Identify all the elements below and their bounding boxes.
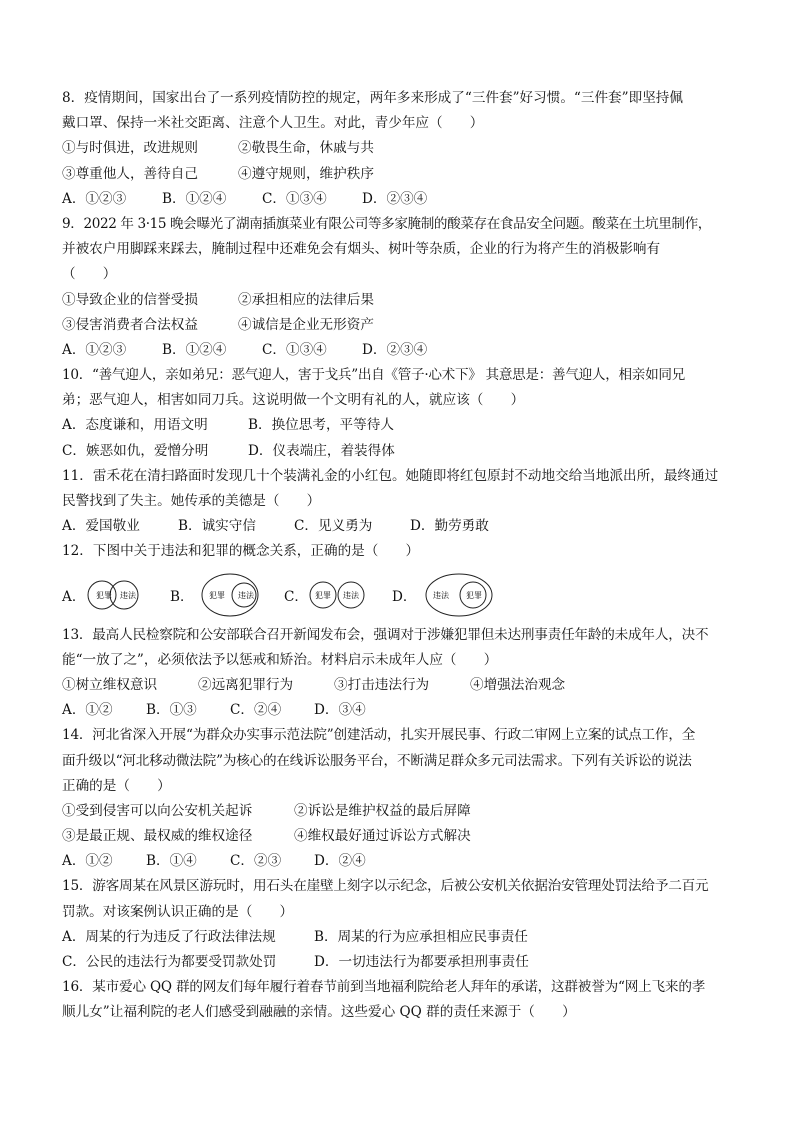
q13-stem-line1: 13．最高人民检察院和公安部联合召开新闻发布会，强调对于涉嫌犯罪但未达刑事责任年龄的未成年人，决不 xyxy=(62,626,709,643)
q13-stem-line2: 能“一放了之”，必须依法予以惩戒和矫治。材料启示未成年人应（ ） xyxy=(62,651,498,668)
q8-statement-3: ③尊重他人，善待自己 xyxy=(62,165,198,182)
q12-diagram-d-icon xyxy=(421,571,497,619)
q15-option-d: D．一切违法行为都要承担刑事责任 xyxy=(314,954,529,970)
q11-option-a: A．爱国敬业 xyxy=(62,518,140,535)
q14-options xyxy=(62,849,752,874)
q12-d-crime-text: 犯罪 xyxy=(465,590,482,600)
q8-options xyxy=(62,187,752,212)
q14-stem-line2: 面升级以“河北移动微法院”为核心的在线诉讼服务平台，不断满足群众多元司法需求。下列有关诉讼的说法 xyxy=(62,752,692,769)
q8-statement-4: ④遵守规则，维护秩序 xyxy=(238,165,374,182)
q13-option-d: D．③④ xyxy=(314,702,366,719)
q14-statements-row1 xyxy=(62,799,752,824)
q12-a-crime-text: 犯罪 xyxy=(96,590,113,600)
q15-options-row1 xyxy=(62,925,752,950)
q12-option-d xyxy=(392,571,497,619)
q9-statement-3: ③侵害消费者合法权益 xyxy=(62,316,198,333)
q9-option-c: C．①③④ xyxy=(262,341,327,358)
q10-options-row1 xyxy=(62,413,752,438)
q12-option-c-label: C． xyxy=(284,588,308,605)
q12-option-b-label: B． xyxy=(170,588,194,605)
q8-option-b: B．①②④ xyxy=(162,190,227,207)
q12-option-b xyxy=(170,571,284,619)
q14-option-b: B．①④ xyxy=(146,853,197,870)
q15-option-a: A．周某的行为违反了行政法律法规 xyxy=(62,928,276,945)
q9-option-a: A．①②③ xyxy=(62,341,127,358)
q14-statement-2: ②诉讼是维护权益的最后屏障 xyxy=(294,802,471,819)
q8-stem-line2: 戴口罩、保持一米社交距离、注意个人卫生。对此，青少年应（ ） xyxy=(62,115,484,132)
q9-statement-1: ①导致企业的信誉受损 xyxy=(62,291,198,308)
q12-option-d-label: D． xyxy=(392,588,417,605)
q12-diagram-a-icon xyxy=(85,578,143,612)
q13-statement-1: ①树立维权意识 xyxy=(62,676,158,693)
q9-option-b: B．①②④ xyxy=(162,341,227,358)
q16-stem-line1: 16．某市爱心 QQ 群的网友们每年履行着春节前到当地福利院给老人拜年的承诺，这群被誉为“网上飞来的孝 xyxy=(62,979,706,996)
q12-a-illegal-text: 违法 xyxy=(120,590,137,600)
q9-stem-line1: 9．2022 年 3·15 晚会曝光了湖南插旗菜业有限公司等多家腌制的酸菜存在食品安全问题。酸菜在土坑里制作， xyxy=(62,215,712,232)
q11-option-b: B．诚实守信 xyxy=(178,518,256,535)
q13-statements xyxy=(62,673,752,698)
q15-stem-line1: 15．游客周某在风景区游玩时，用石头在崖壁上刻字以示纪念，后被公安机关依据治安管理处罚法给予二百元 xyxy=(62,878,709,895)
q15-options-row2 xyxy=(62,950,752,975)
q15-option-b: B．周某的行为应承担相应民事责任 xyxy=(314,928,528,945)
q10-option-c: C．嫉恶如仇，爱憎分明 xyxy=(62,442,209,459)
q14-statement-4: ④维权最好通过诉讼方式解决 xyxy=(294,828,471,845)
q12-stem: 12．下图中关于违法和犯罪的概念关系，正确的是（ ） xyxy=(62,543,420,560)
exam-page xyxy=(62,86,752,1026)
q9-stem-line3: （ ） xyxy=(62,266,117,283)
q10-option-a: A．态度谦和，用语文明 xyxy=(62,417,208,434)
q12-diagram-c-icon xyxy=(308,578,366,612)
q10-option-b: B．换位思考，平等待人 xyxy=(248,417,394,434)
q13-option-c: C．②④ xyxy=(230,702,282,719)
q12-d-illegal-text: 违法 xyxy=(432,590,449,600)
q12-diagram-options xyxy=(62,567,752,623)
q9-statement-2: ②承担相应的法律后果 xyxy=(238,291,374,308)
q10-stem-line2: 弟；恶气迎人，相害如同刀兵。这说明做一个文明有礼的人，就应该（ ） xyxy=(62,392,525,409)
q12-option-a xyxy=(62,578,170,612)
q12-b-illegal-text: 违法 xyxy=(237,590,254,600)
q14-statement-3: ③是最正规、最权威的维权途径 xyxy=(62,828,253,845)
q13-option-a: A．①② xyxy=(62,702,113,719)
q14-statement-1: ①受到侵害可以向公安机关起诉 xyxy=(62,802,253,819)
q8-option-d: D．②③④ xyxy=(362,190,428,207)
q13-option-b: B．①③ xyxy=(146,702,197,719)
q9-option-d: D．②③④ xyxy=(362,341,428,358)
q8-option-c: C．①③④ xyxy=(262,190,327,207)
q13-statement-4: ④增强法治观念 xyxy=(470,676,566,693)
q10-options-row2 xyxy=(62,439,752,464)
q12-b-crime-text: 犯罪 xyxy=(208,590,225,600)
q16-stem-line2: 顺儿女”让福利院的老人们感受到融融的亲情。这些爱心 QQ 群的责任来源于（ ） xyxy=(62,1004,576,1021)
q12-diagram-b-icon xyxy=(200,571,274,619)
q9-statements-row1 xyxy=(62,288,752,313)
q12-c-illegal-text: 违法 xyxy=(343,590,359,600)
q14-statements-row2 xyxy=(62,824,752,849)
q11-stem-line2: 民警找到了失主。她传承的美德是（ ） xyxy=(62,493,321,509)
q13-statement-2: ②远离犯罪行为 xyxy=(198,676,294,693)
q15-stem-line2: 罚款。对该案例认识正确的是（ ） xyxy=(62,903,294,920)
q11-option-d: D．勤劳勇敢 xyxy=(410,518,489,535)
q10-stem-line1: 10．“善气迎人，亲如弟兄：恶气迎人，害于戈兵”出自《管子·心术下》 其意思是：善气迎人，相亲如同兄 xyxy=(62,367,685,384)
q14-option-d: D．②④ xyxy=(314,853,366,870)
q12-option-c xyxy=(284,578,392,612)
q14-stem-line3: 正确的是（ ） xyxy=(62,777,171,794)
q13-options xyxy=(62,698,752,723)
q9-statements-row2 xyxy=(62,313,752,338)
q8-statement-1: ①与时俱进，改进规则 xyxy=(62,140,198,157)
q15-option-c: C．公民的违法行为都要受罚款处罚 xyxy=(62,954,277,970)
q11-options xyxy=(62,514,752,539)
q9-statement-4: ④诚信是企业无形资产 xyxy=(238,316,374,333)
q8-option-a: A．①②③ xyxy=(62,190,127,207)
q11-stem-line1: 11．雷禾花在清扫路面时发现几十个装满礼金的小红包。她随即将红包原封不动地交给当地派出所，最终通过 xyxy=(62,467,719,484)
q8-statements-row1 xyxy=(62,136,752,161)
q8-statement-2: ②敬畏生命，休戚与共 xyxy=(238,140,374,157)
q10-option-d: D．仪表端庄，着装得体 xyxy=(248,442,395,459)
q13-statement-3: ③打击违法行为 xyxy=(334,676,430,693)
q9-stem-line2: 并被农户用脚踩来踩去，腌制过程中还难免会有烟头、树叶等杂质，企业的行为将产生的消极影响有 xyxy=(62,241,661,258)
q8-statements-row2 xyxy=(62,162,752,187)
q12-c-crime-text: 犯罪 xyxy=(315,590,331,600)
q11-option-c: C．见义勇为 xyxy=(294,518,373,535)
q9-options xyxy=(62,338,752,363)
q8-stem-line1: 8．疫情期间，国家出台了一系列疫情防控的规定，两年多来形成了“三件套”好习惯。“三件套”即坚持佩 xyxy=(62,90,683,106)
q14-stem-line1: 14．河北省深入开展“为群众办实事示范法院”创建活动，扎实开展民事、行政二审网上立案的试点工作，全 xyxy=(62,727,696,744)
q14-option-a: A．①② xyxy=(62,853,113,870)
q14-option-c: C．②③ xyxy=(230,853,282,870)
q12-option-a-label: A． xyxy=(62,588,86,605)
